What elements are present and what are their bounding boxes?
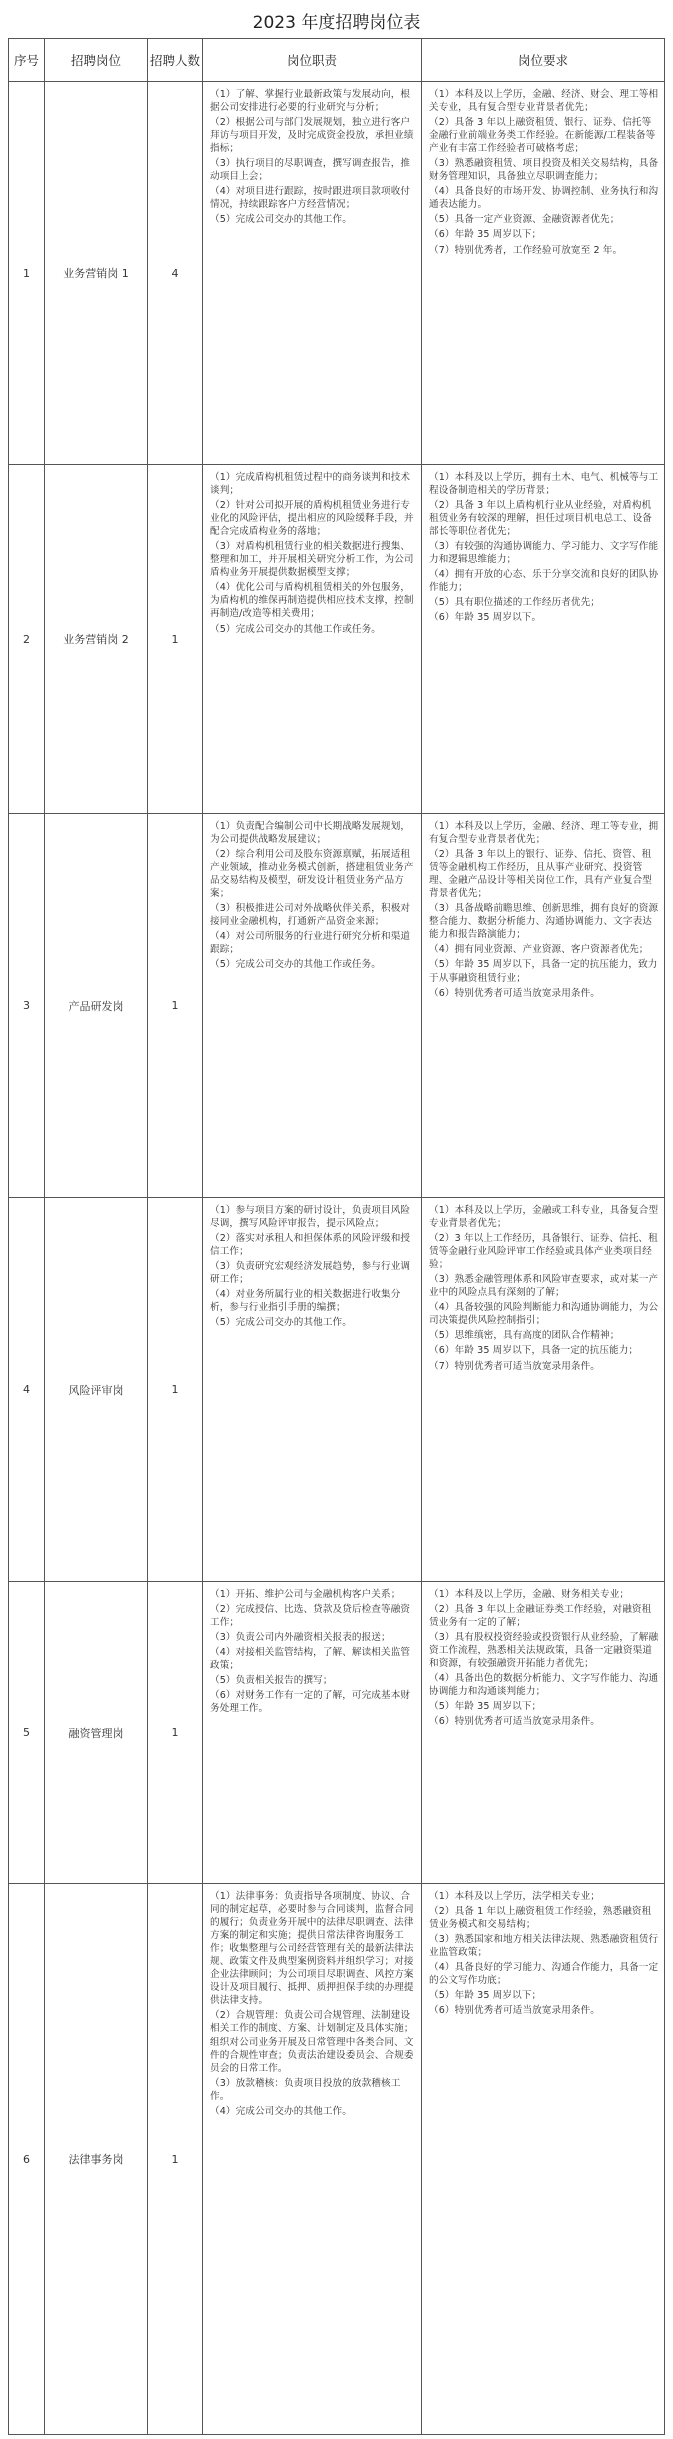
duty-item: （3）积极推进公司对外战略伙伴关系，积极对接同业金融机构，打通新产品资金来源； [210,903,411,928]
row-duties [203,82,422,465]
req-item: （5）具备一定产业资源、金融资源者优先； [429,214,620,226]
req-item: （5）年龄 35 周岁以下； [429,1990,542,2002]
req-item: （1）本科及以上学历，金融、财务相关专业； [429,1589,630,1600]
row-no: 1 [9,82,45,465]
duty-item: （5）负责相关报告的撰写； [210,1675,333,1687]
duty-item: （2）合规管理：负责公司合规管理、法制建设相关工作的制度、方案、计划制定及具体实施；组织对公司业务开展及日常管理中各类合同、文件的合规性审查；负责法治建设委员会、合规委员会的日常工作。 [210,2010,414,2074]
row-post: 业务营销岗 1 [45,82,148,465]
req-item: （2）具备 1 年以上融资租赁工作经验，熟悉融资租赁业务模式和交易结构； [429,1906,652,1931]
req-item: （3）有较强的沟通协调能力、学习能力、文字写作能力和逻辑思维能力； [429,541,659,566]
row-post: 产品研发岗 [45,814,148,1198]
row-no: 3 [9,814,45,1198]
row-reqs [422,82,665,465]
req-item: （2）具备 3 年以上盾构机行业从业经验，对盾构机租赁业务有较深的理解，担任过项目机电总工、设备部长等职位者优先； [429,500,652,538]
header-count: 招聘人数 [148,39,203,82]
duty-item: （1）法律事务：负责指导各项制度、协议、合同的制定起草，必要时参与合同谈判，监督合同的履行；负责业务开展中的法律尽职调查、法律方案的制定和实施；提供日常法律咨询服务工作；收集整理与公司经营管理有关的最新法律法规、政策文件及典型案例资料并组织学习；对接企业法律顾问；为公司项目尽职调查、风控方案设计及项目履行、抵押、质押担保手续的办理提供法律支持。 [210,1891,414,2007]
req-item: （4）具备良好的市场开发、协调控制、业务执行和沟通表达能力。 [429,186,659,211]
table-row [9,82,665,465]
row-duties [203,1198,422,1582]
header-no: 序号 [9,39,45,82]
row-duties [203,814,422,1198]
row-no: 2 [9,465,45,814]
req-item: （2）具备 3 年以上金融证券类工作经验，对融资租赁业务有一定的了解； [429,1604,652,1629]
duty-item: （2）针对公司拟开展的盾构机租赁业务进行专业化的风险评估，提出相应的风险缓释手段，并配合完成盾构业务的落地； [210,500,414,538]
duty-item: （3）执行项目的尽职调查，撰写调查报告，推动项目上会； [210,158,411,183]
table-row [9,1884,665,2435]
duty-item: （1）开拓、维护公司与金融机构客户关系； [210,1589,401,1600]
req-item: （6）年龄 35 周岁以下。 [429,612,542,624]
duty-item: （4）对公司所服务的行业进行研究分析和渠道跟踪； [210,931,411,956]
req-item: （6）特别优秀者可适当放宽录用条件。 [429,2005,600,2017]
row-post: 法律事务岗 [45,1884,148,2435]
row-reqs [422,1198,665,1582]
row-reqs [422,1582,665,1884]
req-item: （4）具备较强的风险判断能力和沟通协调能力，为公司决策提供风险控制指引； [429,1302,659,1327]
row-no: 4 [9,1198,45,1582]
req-item: （7）特别优秀者，工作经验可放宽至 2 年。 [429,244,623,256]
req-item: （1）本科及以上学历，法学相关专业； [429,1891,600,1902]
row-no: 5 [9,1582,45,1884]
duty-item: （4）对接相关监管结构，了解、解读相关监管政策； [210,1647,411,1672]
req-item: （4）拥有同业资源、产业资源、客户资源者优先； [429,944,649,956]
row-no: 6 [9,1884,45,2435]
duty-item: （3）对盾构机租赁行业的相关数据进行搜集、整理和加工，并开展相关研究分析工作，为公司盾构业务开展提供数据模型支撑； [210,541,414,579]
row-count: 4 [148,82,203,465]
req-item: （1）本科及以上学历，金融或工科专业，具备复合型专业背景者优先； [429,1205,659,1230]
duty-item: （1）参与项目方案的研讨设计，负责项目风险尽调，撰写风险评审报告，提示风险点； [210,1205,411,1230]
req-item: （6）特别优秀者可适当放宽录用条件。 [429,1716,600,1728]
req-item: （5）思维缜密，具有高度的团队合作精神； [429,1330,620,1342]
req-item: （5）具有职位描述的工作经历者优先； [429,597,600,609]
row-duties [203,465,422,814]
req-item: （4）具备出色的数据分析能力、文字写作能力、沟通协调能力和沟通谈判能力； [429,1673,659,1698]
req-item: （2）3 年以上工作经历，具备银行、证券、信托、租赁等金融行业风险评审工作经验或具体产业类项目经验； [429,1233,658,1271]
req-item: （2）具备 3 年以上融资租赁、银行、证券、信托等金融行业前端业务类工作经验。在新能源/工程装备等产业有丰富工作经验者可破格考虑； [429,117,656,155]
req-item: （3）熟悉融资租赁、项目投资及相关交易结构，具备财务管理知识，具备独立尽职调查能力； [429,158,659,183]
row-count: 1 [148,1198,203,1582]
req-item: （5）年龄 35 周岁以下，具备一定的抗压能力，致力于从事融资租赁行业； [429,959,658,984]
req-item: （5）年龄 35 周岁以下； [429,1701,542,1713]
row-count: 1 [148,465,203,814]
row-reqs [422,814,665,1198]
duty-item: （5）完成公司交办的其他工作或任务。 [210,623,381,635]
req-item: （7）特别优秀者可适当放宽录用条件。 [429,1360,600,1372]
header-post: 招聘岗位 [45,39,148,82]
duty-item: （4）对项目进行跟踪，按时跟进项目款项收付情况，持续跟踪客户方经营情况； [210,186,411,211]
req-item: （4）拥有开放的心态、乐于分享交流和良好的团队协作能力； [429,569,659,594]
recruitment-table [8,38,665,2435]
header-reqs: 岗位要求 [422,39,665,82]
row-duties [203,1884,422,2435]
duty-item: （1）了解、掌握行业最新政策与发展动向，根据公司安排进行必要的行业研究与分析； [210,89,411,114]
req-item: （2）具备 3 年以上的银行、证券、信托、资管、租赁等金融机构工作经历，且从事产业研究、投资管理、金融产品设计等相关岗位工作，具有产业复合型背景者优先； [429,849,652,900]
duty-item: （3）放款稽核：负责项目投放的放款稽核工作。 [210,2077,401,2102]
row-count: 1 [148,814,203,1198]
row-duties [203,1582,422,1884]
row-post: 融资管理岗 [45,1582,148,1884]
duty-item: （5）完成公司交办的其他工作或任务。 [210,959,381,971]
row-post: 风险评审岗 [45,1198,148,1582]
row-post: 业务营销岗 2 [45,465,148,814]
req-item: （3）具有股权投资经验或投资银行从业经验，了解融资工作流程，熟悉相关法规政策，具备一定融资渠道和资源，有较强融资开拓能力者优先； [429,1632,659,1670]
duty-item: （5）完成公司交办的其他工作。 [210,214,352,226]
duty-item: （2）综合利用公司及股东资源禀赋，拓展适租产业领域，推动业务模式创新，搭建租赁业务产品交易结构及模型，研发设计租赁业务产品方案； [210,849,414,900]
duty-item: （3）负责研究宏观经济发展趋势，参与行业调研工作； [210,1261,411,1286]
req-item: （6）年龄 35 周岁以下，具备一定的抗压能力； [429,1345,639,1357]
duty-item: （2）根据公司与部门发展规划，独立进行客户拜访与项目开发，及时完成资金投放，承担业绩指标； [210,117,414,155]
row-count: 1 [148,1884,203,2435]
req-item: （6）特别优秀者可适当放宽录用条件。 [429,987,600,999]
req-item: （1）本科及以上学历，金融、经济、财会、理工等相关专业，具有复合型专业背景者优先； [429,89,659,114]
table-row [9,1198,665,1582]
req-item: （3）具备战略前瞻思维、创新思维，拥有良好的资源整合能力、数据分析能力、沟通协调能力、文字表达能力和报告路演能力； [429,903,659,941]
duty-item: （4）对业务所属行业的相关数据进行收集分析，参与行业指引手册的编撰； [210,1289,401,1314]
duty-item: （4）完成公司交办的其他工作。 [210,2105,352,2117]
table-header-row [9,39,665,82]
req-item: （3）熟悉国家和地方相关法律法规、熟悉融资租赁行业监管政策； [429,1934,659,1959]
duty-item: （5）完成公司交办的其他工作。 [210,1317,352,1329]
duty-item: （3）负责公司内外融资相关报表的报送； [210,1632,391,1644]
duty-item: （1）完成盾构机租赁过程中的商务谈判和技术谈判； [210,472,411,497]
duty-item: （2）完成授信、比选、贷款及贷后检查等融资工作； [210,1604,411,1629]
table-row [9,814,665,1198]
row-count: 1 [148,1582,203,1884]
row-reqs [422,465,665,814]
req-item: （4）具备良好的学习能力、沟通合作能力，具备一定的公文写作功底； [429,1962,659,1987]
duty-item: （6）对财务工作有一定的了解，可完成基本财务处理工作。 [210,1690,411,1715]
duty-item: （2）落实对承租人和担保体系的风险评级和授信工作； [210,1233,411,1258]
row-reqs [422,1884,665,2435]
page-title: 2023 年度招聘岗位表 [252,13,421,33]
req-item: （1）本科及以上学历，拥有土木、电气、机械等与工程设备制造相关的学历背景； [429,472,659,497]
req-item: （6）年龄 35 周岁以下； [429,229,542,241]
table-row [9,1582,665,1884]
duty-item: （4）优化公司与盾构机租赁相关的外包服务，为盾构机的维保再制造提供相应技术支撑，控制再制造/改造等相关费用； [210,582,414,620]
duty-item: （1）负责配合编制公司中长期战略发展规划，为公司提供战略发展建议； [210,821,411,846]
req-item: （1）本科及以上学历，金融、经济、理工等专业，拥有复合型专业背景者优先； [429,821,659,846]
req-item: （3）熟悉金融管理体系和风险审查要求，或对某一产业中的风险点具有深刻的了解； [429,1274,659,1299]
table-row [9,465,665,814]
header-duties: 岗位职责 [203,39,422,82]
